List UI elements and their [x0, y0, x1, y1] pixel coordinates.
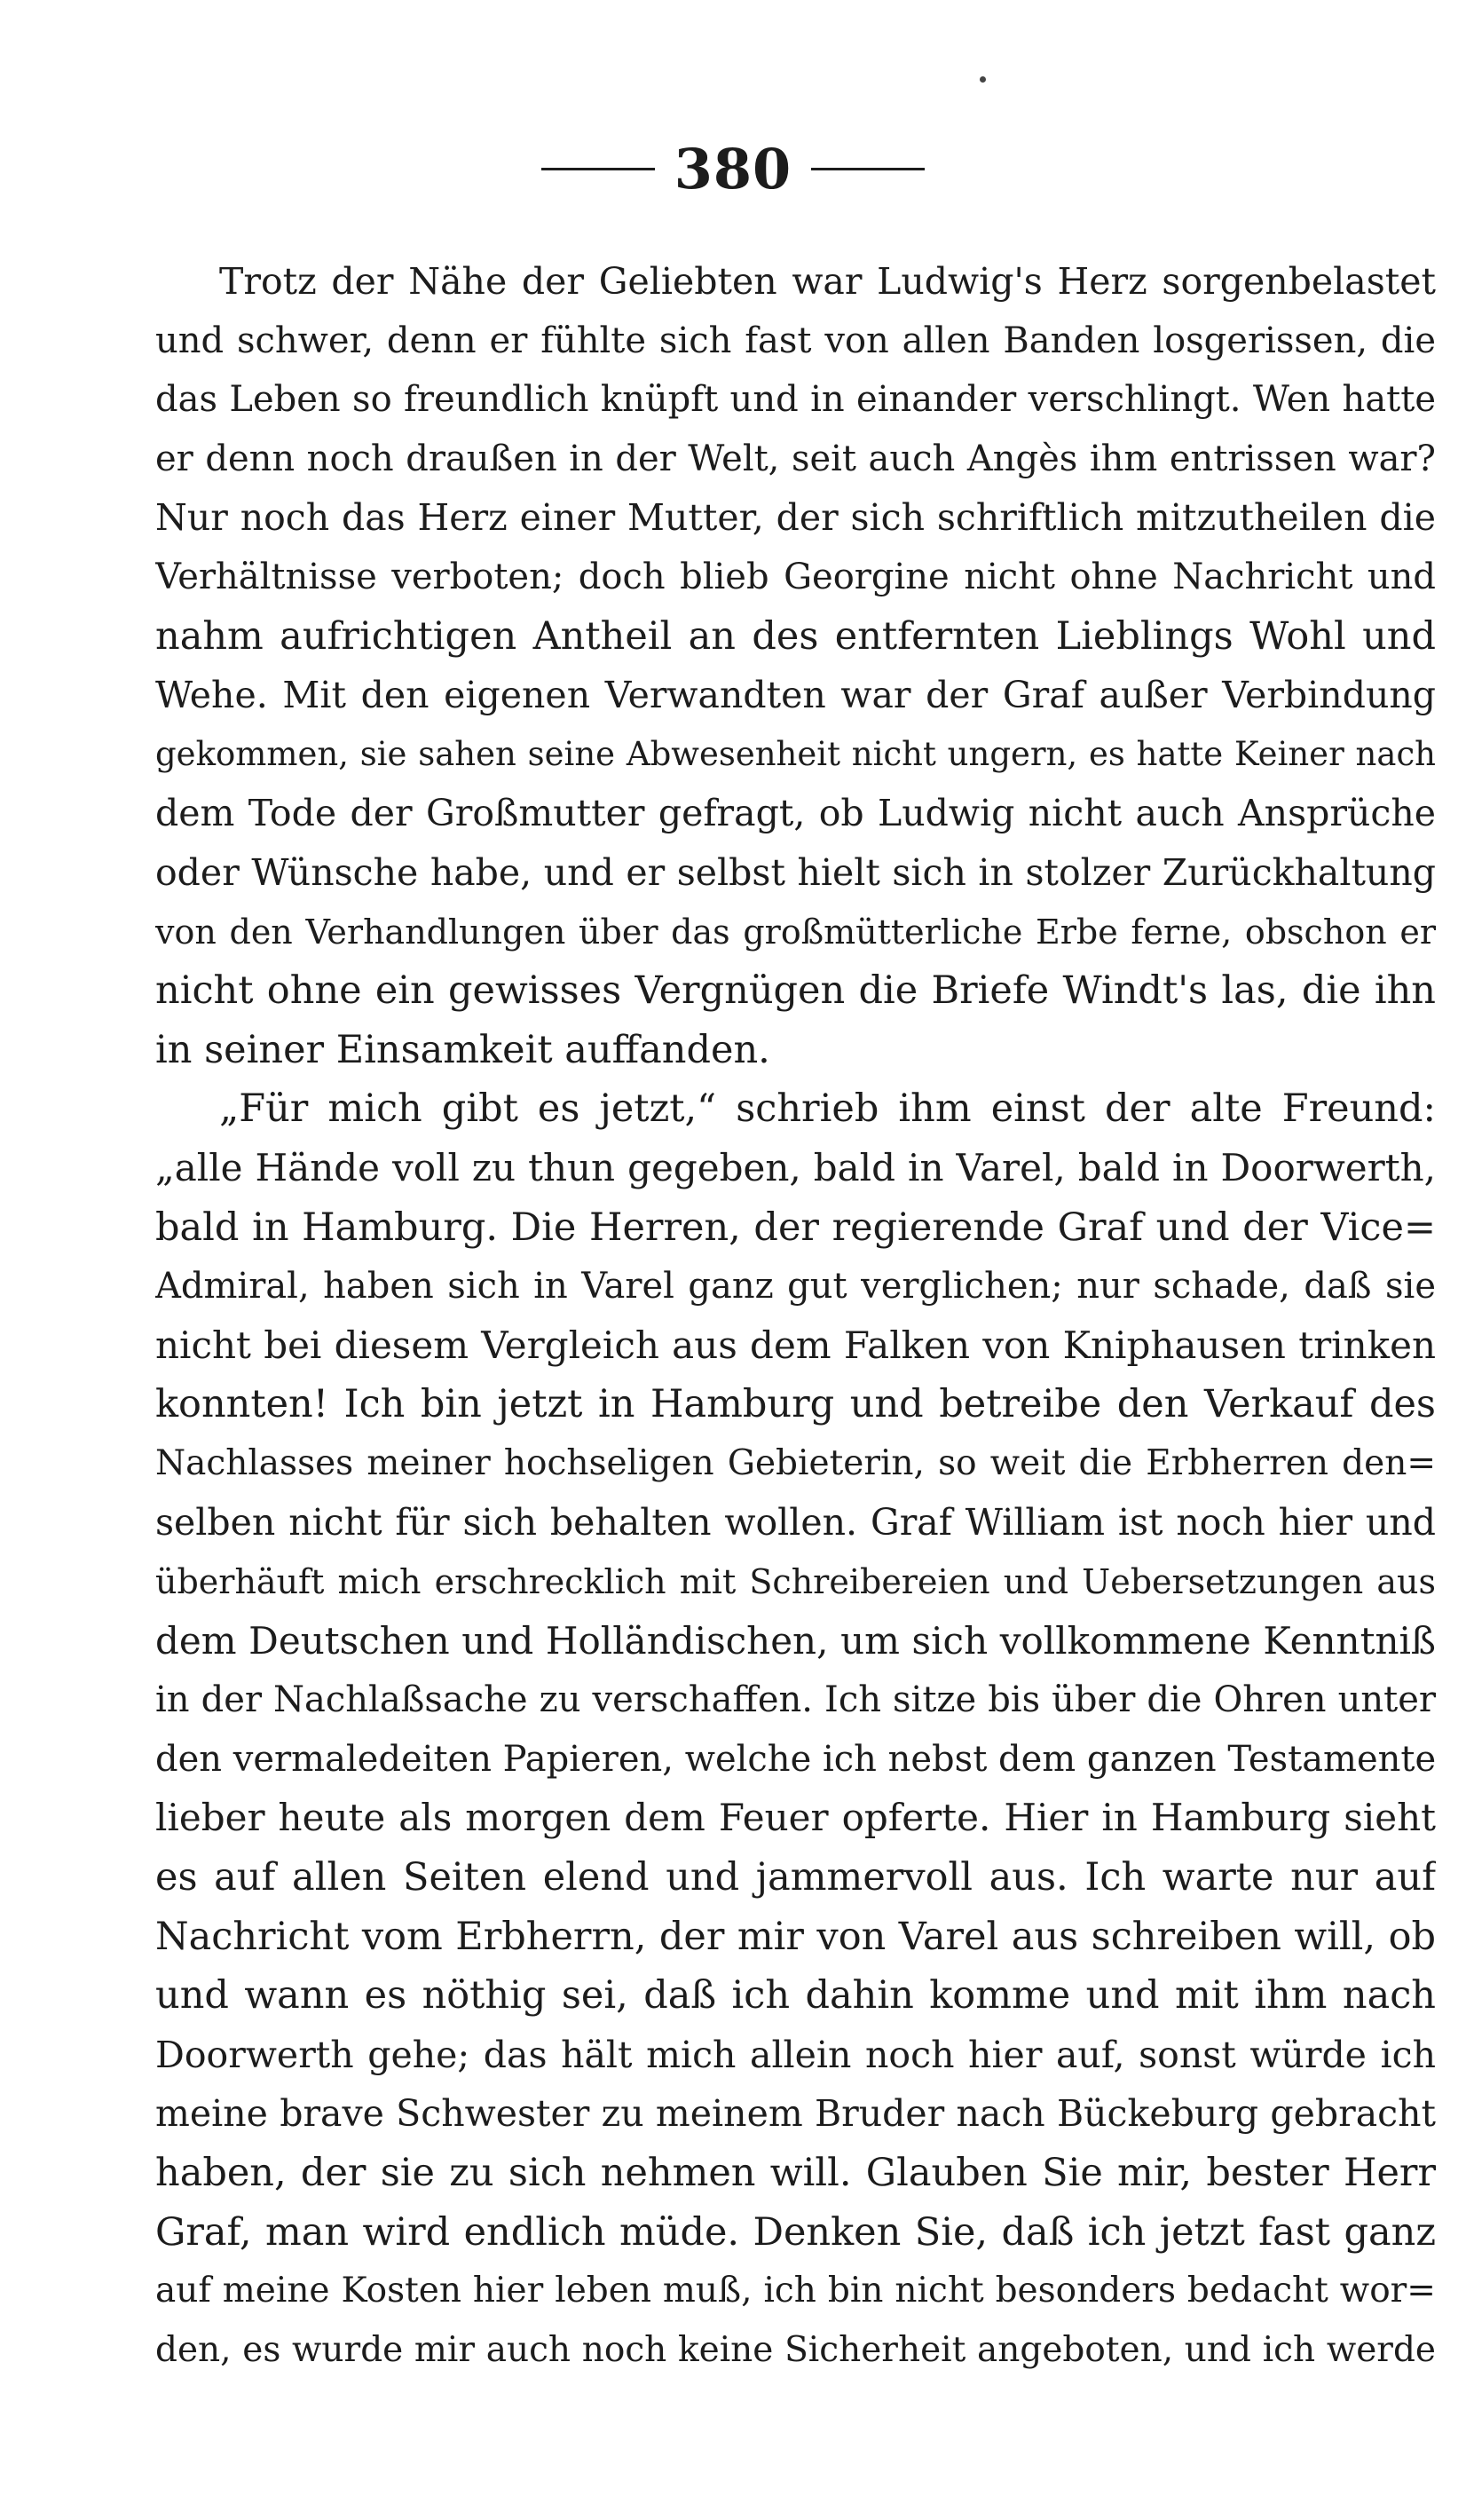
- text-line: es auf allen Seiten elend und jammervoll aus. Ich warte nur auf: [155, 1855, 1436, 1900]
- text-line: nicht bei diesem Vergleich aus dem Falken von Kniphausen trinken: [155, 1323, 1436, 1367]
- text-line: „alle Hände voll zu thun gegeben, bald in Varel, bald in Doorwerth,: [155, 1145, 1436, 1189]
- text-line: das Leben so freundlich knüpft und in einander verschlingt. Wen hatte: [155, 379, 1436, 421]
- text-line: Verhältnisse verboten; doch blieb Georgine nicht ohne Nachricht und: [155, 556, 1436, 597]
- text-line: „Für mich gibt es jetzt,“ schrieb ihm einst der alte Freund:: [219, 1086, 1436, 1132]
- text-line: er denn noch draußen in der Welt, seit auch Angès ihm entrissen war?: [155, 438, 1436, 479]
- text-line: konnten! Ich bin jetzt in Hamburg und betreibe den Verkauf des: [155, 1382, 1436, 1427]
- text-line: Admiral, haben sich in Varel ganz gut verglichen; nur schade, daß sie: [155, 1266, 1436, 1307]
- text-line: Doorwerth gehe; das hält mich allein noch hier auf, sonst würde ich: [155, 2033, 1436, 2076]
- text-line: und schwer, denn er fühlte sich fast von allen Banden losgerissen, die: [155, 320, 1436, 361]
- text-line: haben, der sie zu sich nehmen will. Glauben Sie mir, bester Herr: [155, 2151, 1436, 2195]
- text-line: in seiner Einsamkeit auffanden.: [155, 1027, 770, 1072]
- page-header: [0, 133, 1466, 204]
- page-number: 380: [674, 136, 792, 201]
- text-line: Graf, man wird endlich müde. Denken Sie, daß ich jetzt fast ganz: [155, 2209, 1436, 2255]
- text-line: Nachlasses meiner hochseligen Gebieterin, so weit die Erbherren den=: [155, 1442, 1436, 1483]
- text-line: oder Wünsche habe, und er selbst hielt sich in stolzer Zurückhaltung: [155, 850, 1436, 894]
- text-line: dem Deutschen und Holländischen, um sich vollkommene Kenntniß: [155, 1618, 1436, 1663]
- text-line: gekommen, sie sahen seine Abwesenheit nicht ungern, es hatte Keiner nach: [155, 734, 1436, 773]
- body-text: [155, 252, 1436, 2380]
- text-line: den, es wurde mir auch noch keine Sicherheit angeboten, und ich werde: [155, 2329, 1436, 2370]
- text-line: lieber heute als morgen dem Feuer opferte. Hier in Hamburg sieht: [155, 1796, 1436, 1840]
- text-line: nahm aufrichtigen Antheil an des entfernten Lieblings Wohl und: [155, 613, 1436, 659]
- text-line: selben nicht für sich behalten wollen. Graf William ist noch hier und: [155, 1501, 1436, 1544]
- header-rule-right: [811, 168, 925, 170]
- text-line: Wehe. Mit den eigenen Verwandten war der Graf außer Verbindung: [155, 674, 1436, 717]
- text-line: und wann es nöthig sei, daß ich dahin komme und mit ihm nach: [155, 1973, 1436, 2018]
- text-line: überhäuft mich erschrecklich mit Schreibereien und Uebersetzungen aus: [155, 1562, 1436, 1602]
- text-line: dem Tode der Großmutter gefragt, ob Ludwig nicht auch Ansprüche: [155, 792, 1436, 835]
- text-line: nicht ohne ein gewisses Vergnügen die Briefe Windt's las, die ihn: [155, 968, 1436, 1014]
- text-line: in der Nachlaßsache zu verschaffen. Ich sitze bis über die Ohren unter: [155, 1679, 1436, 1721]
- text-line: meine brave Schwester zu meinem Bruder nach Bückeburg gebracht: [155, 2092, 1436, 2136]
- text-line: Trotz der Nähe der Geliebten war Ludwig's Herz sorgenbelastet: [219, 260, 1436, 303]
- text-line: bald in Hamburg. Die Herren, der regierende Graf und der Vice=: [155, 1205, 1436, 1250]
- text-line: Nur noch das Herz einer Mutter, der sich schriftlich mitzutheilen die: [155, 496, 1436, 540]
- text-line: Nachricht vom Erbherrn, der mir von Varel aus schreiben will, ob: [155, 1914, 1436, 1959]
- header-rule-left: [541, 168, 655, 170]
- text-line: den vermaledeiten Papieren, welche ich nebst dem ganzen Testamente: [155, 1738, 1436, 1780]
- print-speck: [980, 76, 986, 83]
- text-line: auf meine Kosten hier leben muß, ich bin nicht besonders bedacht wor=: [155, 2271, 1436, 2311]
- text-line: von den Verhandlungen über das großmütterliche Erbe ferne, obschon er: [155, 912, 1436, 952]
